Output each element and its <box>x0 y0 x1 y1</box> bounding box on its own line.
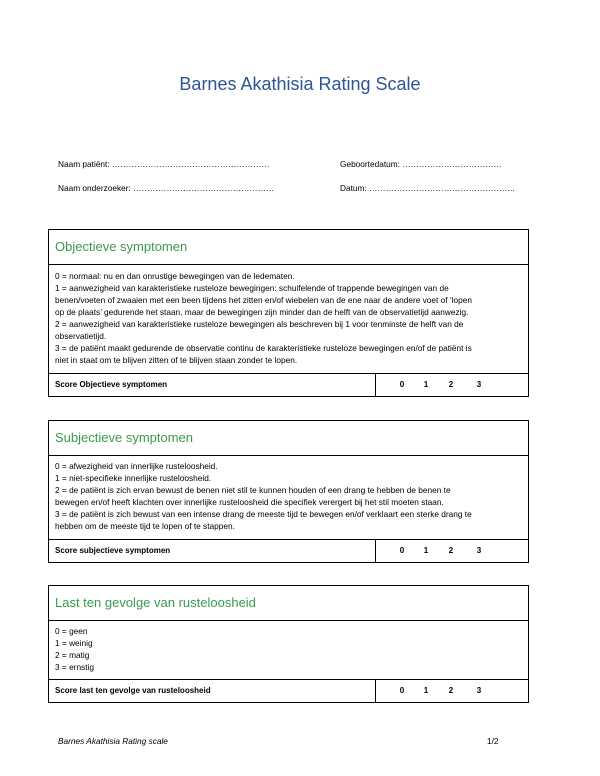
page-number: 1/2 <box>487 736 499 746</box>
section-title: Subjectieve symptomen <box>55 430 194 445</box>
score-option-3[interactable]: 3 <box>476 380 482 389</box>
score-label: Score last ten gevolge van rusteloosheid <box>55 686 211 695</box>
section-body <box>49 265 528 374</box>
score-option-0[interactable]: 0 <box>399 546 405 555</box>
score-row <box>49 374 528 396</box>
score-option-1[interactable]: 1 <box>423 380 429 389</box>
score-label: Score subjectieve symptomen <box>55 546 171 555</box>
section-line: op de plaats’ gedurende het staan, maar de bewegingen zijn minder dan de helft van de observatietijd aanwezig. <box>55 307 469 317</box>
page-title: Barnes Akathisia Rating Scale <box>179 74 421 94</box>
section-line: 1 = weinig <box>55 638 93 648</box>
section-header <box>49 586 528 621</box>
section-body <box>49 621 528 680</box>
score-option-1[interactable]: 1 <box>423 686 429 695</box>
section-line: 0 = afwezigheid van innerlijke rusteloosheid. <box>55 461 218 471</box>
section-title: Last ten gevolge van rusteloosheid <box>55 595 256 610</box>
score-option-3[interactable]: 3 <box>476 686 482 695</box>
section-line: 0 = geen <box>55 626 88 636</box>
score-label: Score Objectieve symptomen <box>55 380 168 389</box>
section-line: benen/voeten of zwaaien met een been tijdens het zitten en/of wiebelen van de ene naar de andere voet of ‘lopen <box>55 295 472 305</box>
examiner-name-field: Naam onderzoeker: …………………………………………… <box>58 183 275 193</box>
section-header <box>49 230 528 265</box>
score-option-2[interactable]: 2 <box>448 686 454 695</box>
patient-name-field: Naam patiënt: ………………………………………………… <box>58 159 270 169</box>
score-divider <box>375 680 376 702</box>
birth-date-field: Geboortedatum: ……………………………… <box>340 159 502 169</box>
section-line: 1 = niet-specifieke innerlijke rusteloosheid. <box>55 473 212 483</box>
score-divider <box>375 374 376 396</box>
section-line: niet in staat om te blijven zitten of te blijven staan zonder te lopen. <box>55 355 298 365</box>
score-option-0[interactable]: 0 <box>399 686 405 695</box>
section-line: 0 = normaal: nu en dan onrustige bewegingen van de ledematen. <box>55 271 295 281</box>
date-field: Datum: …………………………………………….. <box>340 183 515 193</box>
score-option-2[interactable]: 2 <box>448 546 454 555</box>
section-subjective <box>48 420 529 563</box>
score-option-1[interactable]: 1 <box>423 546 429 555</box>
score-row <box>49 680 528 702</box>
section-line: 3 = de patiënt maakt gedurende de observatie continu de karakteristieke rusteloze bewegingen en/of de patiënt is <box>55 343 472 353</box>
section-line: 2 = matig <box>55 650 90 660</box>
score-option-0[interactable]: 0 <box>399 380 405 389</box>
section-line: hebben om de meeste tijd te lopen of te stappen. <box>55 521 235 531</box>
section-line: 3 = de patiënt is zich bewust van een intense drang de meeste tijd te bewegen en/of verklaart een sterke drang te <box>55 509 472 519</box>
section-header <box>49 421 528 456</box>
section-line: observatietijd. <box>55 331 107 341</box>
section-line: 3 = ernstig <box>55 662 94 672</box>
score-row <box>49 540 528 562</box>
footer-title: Barnes Akathisia Rating scale <box>58 736 168 746</box>
section-line: bewegen en/of heeft klachten over innerlijke rusteloosheid die specifiek verergert bij het stil moeten staan. <box>55 497 444 507</box>
section-title: Objectieve symptomen <box>55 239 188 254</box>
score-divider <box>375 540 376 562</box>
section-body <box>49 456 528 540</box>
score-option-2[interactable]: 2 <box>448 380 454 389</box>
score-option-3[interactable]: 3 <box>476 546 482 555</box>
section-line: 2 = aanwezigheid van karakteristieke rusteloze bewegingen als beschreven bij 1 voor tenminste de helft van de <box>55 319 464 329</box>
section-line: 1 = aanwezigheid van karakteristieke rusteloze bewegingen: schuifelende of trappende bewegingen van de <box>55 283 449 293</box>
section-burden <box>48 585 529 703</box>
section-line: 2 = de patiënt is zich ervan bewust de benen niet stil te kunnen houden of een drang te hebben de benen te <box>55 485 451 495</box>
section-objective <box>48 229 529 397</box>
